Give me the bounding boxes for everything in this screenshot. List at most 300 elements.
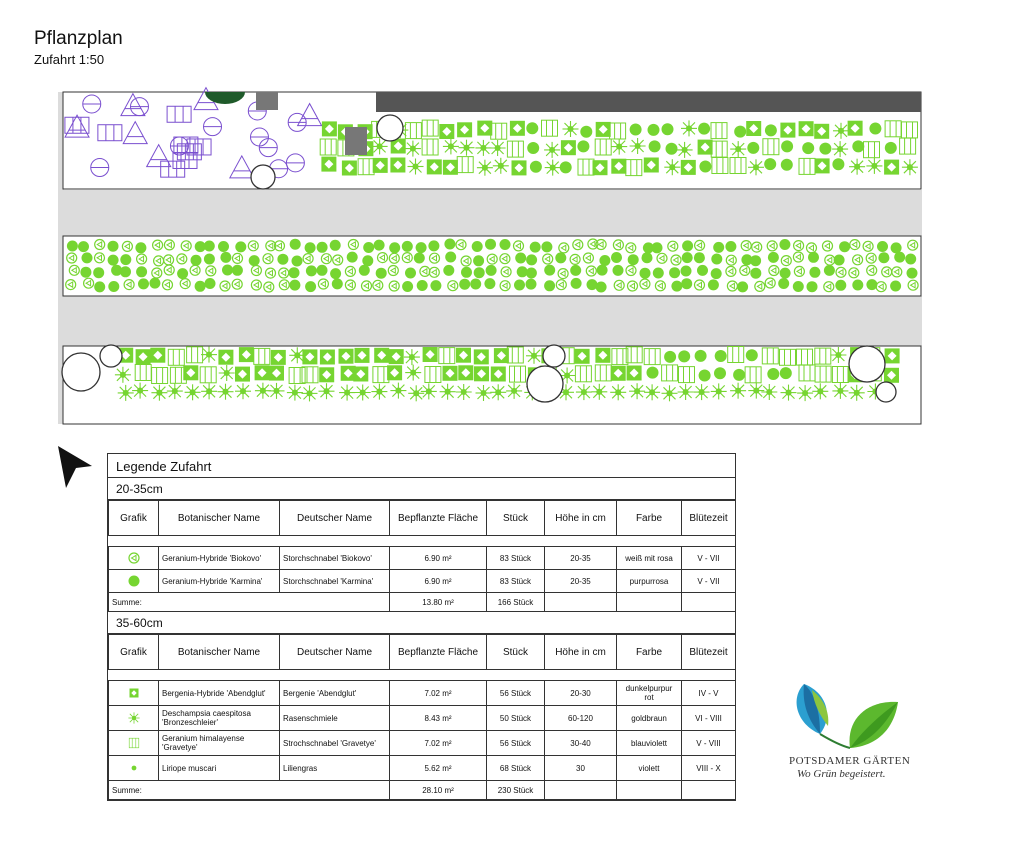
height: 60-120	[545, 706, 617, 731]
count: 56 Stück	[487, 681, 545, 706]
plant-symbol	[500, 239, 511, 250]
plant-symbol	[708, 279, 719, 290]
col-header: Botanischer Name	[159, 501, 280, 536]
plant-symbol	[849, 159, 865, 175]
sum-label: Summe:	[109, 593, 390, 612]
potsdamer-gaerten-logo	[780, 680, 910, 752]
plant-symbol	[184, 366, 198, 380]
flower-color: purpurrosa	[617, 570, 682, 593]
plant-symbol	[593, 161, 607, 175]
plant-symbol	[339, 349, 353, 363]
plant-symbol	[457, 348, 471, 362]
plant-symbol	[445, 252, 456, 263]
plant-symbol	[711, 383, 727, 399]
plant-symbol	[730, 383, 746, 399]
square-diamond-icon	[126, 685, 142, 701]
col-header: Deutscher Name	[280, 501, 390, 536]
plant-symbol	[530, 242, 541, 253]
col-header: Botanischer Name	[159, 635, 280, 670]
plant-symbol	[530, 161, 542, 173]
count: 68 Stück	[487, 756, 545, 781]
plant-symbol	[852, 280, 863, 291]
plant-symbol	[305, 242, 316, 253]
plant-symbol	[115, 367, 131, 383]
plant-symbol	[596, 282, 607, 293]
plant-symbol	[885, 368, 899, 382]
logo-name: POTSDAMER GÄRTEN	[789, 755, 911, 767]
plant-symbol	[94, 281, 105, 292]
plant-symbol	[571, 278, 582, 289]
plant-symbol	[355, 348, 369, 362]
plant-symbol	[320, 368, 334, 382]
plant-symbol	[218, 241, 229, 252]
plant-symbol	[177, 268, 188, 279]
plant-symbol	[815, 159, 829, 173]
sum-count: 166 Stück	[487, 593, 545, 612]
height: 20-35	[545, 570, 617, 593]
plant-symbol	[711, 268, 722, 279]
plant-symbol	[677, 142, 693, 158]
plant-symbol	[136, 266, 147, 277]
plant-symbol	[839, 241, 850, 252]
plant-symbol	[423, 348, 437, 362]
plant-symbol	[779, 239, 790, 250]
plant-symbol	[666, 143, 678, 155]
plant-symbol	[402, 241, 413, 252]
plant-symbol	[219, 350, 233, 364]
flower-color: violett	[617, 756, 682, 781]
plant-symbol	[332, 278, 343, 289]
plant-symbol	[698, 140, 712, 154]
plant-symbol	[733, 369, 745, 381]
plant-symbol	[515, 253, 526, 264]
plant-symbol	[289, 267, 300, 278]
plant-symbol	[681, 278, 692, 289]
plant-symbol	[472, 241, 483, 252]
sum-area: 28.10 m²	[390, 781, 487, 800]
area: 7.02 m²	[390, 681, 487, 706]
plant-symbol	[404, 349, 420, 365]
plant-symbol	[470, 279, 481, 290]
plant-symbol	[894, 252, 905, 263]
plant-symbol	[475, 367, 489, 381]
star-burst-icon	[126, 710, 142, 726]
plant-symbol	[526, 279, 537, 290]
plant-symbol	[711, 254, 722, 265]
plant-symbol	[108, 241, 119, 252]
plant-symbol	[120, 266, 131, 277]
plant-symbol	[292, 256, 303, 267]
plant-symbol	[428, 240, 439, 251]
plant-symbol	[330, 268, 341, 279]
plant-symbol	[484, 278, 495, 289]
plant-symbol	[319, 383, 335, 399]
plant-symbol	[317, 265, 328, 276]
circle-triangle-icon	[126, 550, 142, 566]
plant-symbol	[149, 278, 160, 289]
plant-symbol	[461, 267, 472, 278]
plant-symbol	[890, 281, 901, 292]
plant-symbol	[819, 143, 831, 155]
col-header: Bepflanzte Fläche	[390, 635, 487, 670]
german-name: Bergenie 'Abendglut'	[280, 681, 390, 706]
group-title-20-35: 20-35cm	[108, 478, 735, 500]
plant-symbol	[640, 268, 651, 279]
plant-symbol	[580, 126, 592, 138]
plant-symbol	[648, 124, 660, 136]
plant-symbol	[443, 366, 457, 380]
height: 30-40	[545, 731, 617, 756]
plant-symbol	[877, 241, 888, 252]
plant-symbol	[577, 140, 589, 152]
height: 20-35	[545, 547, 617, 570]
page-title: Pflanzplan	[34, 28, 123, 49]
sum-row	[109, 781, 736, 800]
plant-symbol	[681, 120, 697, 136]
plant-symbol	[869, 123, 881, 135]
plant-symbol	[493, 158, 509, 174]
plant-symbol	[330, 240, 341, 251]
plant-symbol	[748, 383, 764, 399]
plant-symbol	[832, 141, 848, 157]
plant-symbol	[797, 385, 813, 401]
plant-symbol	[793, 281, 804, 292]
path-strip	[58, 296, 922, 346]
plant-symbol	[697, 265, 708, 276]
plant-symbol	[78, 241, 89, 252]
plant-symbol	[714, 367, 726, 379]
plant-symbol	[808, 252, 819, 263]
legend-group-20-35	[108, 500, 736, 612]
plant-symbol	[408, 385, 424, 401]
plant-symbol	[662, 123, 674, 135]
tree	[527, 366, 563, 402]
count: 83 Stück	[487, 570, 545, 593]
plant-symbol	[824, 265, 835, 276]
plant-symbol	[341, 366, 355, 380]
flower-color: weiß mit rosa	[617, 547, 682, 570]
sum-area: 13.80 m²	[390, 593, 487, 612]
plant-symbol	[647, 367, 659, 379]
plant-symbol	[478, 121, 492, 135]
plant-symbol	[526, 254, 537, 265]
sum-count: 230 Stück	[487, 781, 545, 800]
plant-symbol	[644, 384, 660, 400]
botanical-name: Geranium himalayense 'Gravetye'	[159, 731, 280, 756]
tree	[377, 115, 403, 141]
plant-symbol	[222, 265, 233, 276]
plant-symbol	[506, 383, 522, 399]
plant-symbol	[417, 280, 428, 291]
plant-symbol	[391, 158, 405, 172]
plant-symbol	[802, 142, 814, 154]
plant-symbol	[885, 160, 899, 174]
plant-symbol	[599, 255, 610, 266]
plant-symbol	[255, 366, 269, 380]
plant-symbol	[629, 383, 645, 399]
plant-symbol	[764, 158, 776, 170]
plant-symbol	[205, 278, 216, 289]
plant-symbol	[405, 268, 416, 279]
botanical-name: Geranium-Hybride 'Biokovo'	[159, 547, 280, 570]
tree	[62, 353, 100, 391]
count: 50 Stück	[487, 706, 545, 731]
plant-symbol	[866, 158, 882, 174]
plant-symbol	[373, 158, 387, 172]
plant-symbol	[526, 268, 537, 279]
plant-symbol	[443, 265, 454, 276]
plant-symbol	[737, 281, 748, 292]
plant-symbol	[405, 141, 421, 157]
bloom-time: IV - V	[682, 681, 736, 706]
plant-symbol	[132, 383, 148, 399]
plant-symbol	[544, 280, 555, 291]
plant-symbol	[204, 241, 215, 252]
plant-symbol	[317, 242, 328, 253]
german-name: Storchschnabel 'Karmina'	[280, 570, 390, 593]
plant-symbol	[475, 140, 491, 156]
plant-symbol	[694, 252, 705, 263]
plant-symbol	[682, 252, 693, 263]
plant-symbol	[715, 350, 727, 362]
plant-symbol	[852, 140, 864, 152]
plant-symbol	[389, 242, 400, 253]
plant-symbol	[750, 255, 761, 266]
area: 6.90 m²	[390, 570, 487, 593]
area: 7.02 m²	[390, 731, 487, 756]
plant-symbol	[866, 279, 877, 290]
plant-symbol	[136, 350, 150, 364]
plant-symbol	[611, 139, 627, 155]
plant-symbol	[526, 122, 538, 134]
plant-symbol	[630, 138, 646, 154]
plant-symbol	[362, 255, 373, 266]
plant-symbol	[443, 138, 459, 154]
plant-symbol	[541, 241, 552, 252]
plant-symbol	[832, 158, 844, 170]
plant-symbol	[218, 384, 234, 400]
bloom-time: V - VIII	[682, 731, 736, 756]
legend-group-35-60	[108, 634, 736, 800]
plant-symbol	[235, 241, 246, 252]
col-header: Grafik	[109, 635, 159, 670]
plant-symbol	[277, 254, 288, 265]
plant-symbol	[322, 122, 336, 136]
plant-symbol	[118, 385, 134, 401]
plant-symbol	[477, 160, 493, 176]
plant-symbol	[682, 240, 693, 251]
plant-symbol	[576, 384, 592, 400]
plant-symbol	[694, 384, 710, 400]
plant-symbol	[698, 123, 710, 135]
plant-symbol	[746, 349, 758, 361]
plant-symbol	[713, 242, 724, 253]
plant-symbol	[236, 367, 250, 381]
plant-symbol	[560, 161, 572, 173]
plant-symbol	[390, 383, 406, 399]
plant-symbol	[305, 281, 316, 292]
german-name: Strochschnabel 'Gravetye'	[280, 731, 390, 756]
plant-symbol	[681, 160, 695, 174]
plant-symbol	[730, 141, 746, 157]
group-title-35-60: 35-60cm	[108, 612, 735, 634]
col-header: Stück	[487, 635, 545, 670]
col-header: Höhe in cm	[545, 635, 617, 670]
plant-symbol	[239, 348, 253, 362]
plant-symbol	[322, 157, 336, 171]
plant-symbol	[526, 348, 542, 364]
plant-symbol	[765, 124, 777, 136]
plant-symbol	[363, 242, 374, 253]
bloom-time: VIII - X	[682, 756, 736, 781]
logo-claim: Wo Grün begeistert.	[797, 768, 886, 780]
plant-symbol	[514, 280, 525, 291]
plant-symbol	[695, 350, 707, 362]
plant-symbol	[781, 140, 793, 152]
plant-symbol	[815, 124, 829, 138]
plant-symbol	[108, 255, 119, 266]
col-header: Stück	[487, 501, 545, 536]
bloom-time: VI - VIII	[682, 706, 736, 731]
german-name: Storchschnabel 'Biokovo'	[280, 547, 390, 570]
sum-row	[109, 593, 736, 612]
plant-symbol	[476, 385, 492, 401]
plant-symbol	[575, 349, 589, 363]
plant-symbol	[201, 347, 217, 363]
plant-symbol	[610, 384, 626, 400]
plant-symbol	[544, 265, 555, 276]
plant-symbol	[662, 385, 678, 401]
plant-symbol	[440, 384, 456, 400]
plant-symbol	[699, 370, 711, 382]
plant-symbol	[563, 121, 579, 137]
legend-header-row	[109, 501, 736, 536]
plant-symbol	[458, 123, 472, 137]
plant-symbol	[185, 384, 201, 400]
bloom-time: V - VII	[682, 547, 736, 570]
plant-symbol	[671, 281, 682, 292]
german-name: Liliengras	[280, 756, 390, 781]
plant-symbol	[725, 241, 736, 252]
plant-symbol	[443, 160, 457, 174]
plant-symbol	[653, 268, 664, 279]
plant-symbol	[628, 254, 639, 265]
tree	[251, 165, 275, 189]
gray-block	[345, 127, 367, 155]
col-header: Bepflanzte Fläche	[390, 501, 487, 536]
botanical-name: Deschampsia caespitosa 'Bronzeschleier'	[159, 706, 280, 731]
col-header: Blütezeit	[682, 635, 736, 670]
tree	[849, 346, 885, 382]
plant-symbol	[376, 268, 387, 279]
plant-symbol	[474, 350, 488, 364]
plant-symbol	[812, 383, 828, 399]
botanical-name: Liriope muscari	[159, 756, 280, 781]
plant-symbol	[421, 383, 437, 399]
plant-symbol	[902, 159, 918, 175]
plant-symbol	[289, 280, 300, 291]
plant-symbol	[561, 141, 575, 155]
plant-symbol	[408, 159, 424, 175]
plant-symbol	[303, 350, 317, 364]
gray-block	[256, 92, 278, 110]
plant-symbol	[375, 348, 389, 362]
plant-symbol	[271, 350, 285, 364]
plant-symbol	[807, 281, 818, 292]
bloom-time: V - VII	[682, 570, 736, 593]
plant-symbol	[799, 122, 813, 136]
plant-symbol	[885, 142, 897, 154]
table-row	[109, 547, 736, 570]
plant-symbol	[611, 366, 625, 380]
german-name: Rasenschmiele	[280, 706, 390, 731]
table-row	[109, 756, 736, 781]
plant-symbol	[627, 366, 641, 380]
sum-label: Summe:	[109, 781, 390, 800]
col-header: Grafik	[109, 501, 159, 536]
flower-color: goldbraun	[617, 706, 682, 731]
plant-symbol	[767, 368, 779, 380]
plant-symbol	[494, 349, 508, 363]
tree	[543, 345, 565, 367]
plant-symbol	[444, 239, 455, 250]
flower-color: dunkelpurpur rot	[617, 681, 682, 706]
plant-symbol	[905, 254, 916, 265]
plant-symbol	[664, 351, 676, 363]
plant-symbol	[320, 350, 334, 364]
plant-symbol	[652, 242, 663, 253]
plant-symbol	[527, 142, 539, 154]
plant-symbol	[669, 267, 680, 278]
col-header: Farbe	[617, 635, 682, 670]
plant-symbol	[596, 348, 610, 362]
tree	[100, 345, 122, 367]
plant-symbol	[204, 254, 215, 265]
plant-symbol	[833, 123, 849, 139]
plant-symbol	[555, 252, 566, 263]
plant-symbol	[135, 242, 146, 253]
plant-symbol	[630, 124, 642, 136]
tree	[876, 382, 896, 402]
plant-symbol	[306, 265, 317, 276]
plant-symbol	[388, 366, 402, 380]
plant-symbol	[474, 267, 485, 278]
plant-symbol	[486, 265, 497, 276]
table-row	[109, 731, 736, 756]
plant-symbol	[456, 384, 472, 400]
plant-symbol	[780, 367, 792, 379]
plant-symbol	[427, 160, 441, 174]
plant-symbol	[389, 350, 403, 364]
plant-symbol	[235, 383, 251, 399]
plant-symbol	[490, 384, 506, 400]
plant-symbol	[781, 123, 795, 137]
plant-symbol	[269, 383, 285, 399]
count: 56 Stück	[487, 731, 545, 756]
col-header: Deutscher Name	[280, 635, 390, 670]
plant-symbol	[459, 366, 473, 380]
plant-symbol	[151, 348, 165, 362]
plant-symbol	[430, 280, 441, 291]
north-arrow-icon	[56, 444, 96, 490]
col-header: Blütezeit	[682, 501, 736, 536]
plant-symbol	[347, 252, 358, 263]
plant-symbol	[699, 161, 711, 173]
plant-symbol	[195, 281, 206, 292]
plant-symbol	[372, 138, 388, 154]
plant-symbol	[249, 255, 260, 266]
plant-symbol	[678, 350, 690, 362]
